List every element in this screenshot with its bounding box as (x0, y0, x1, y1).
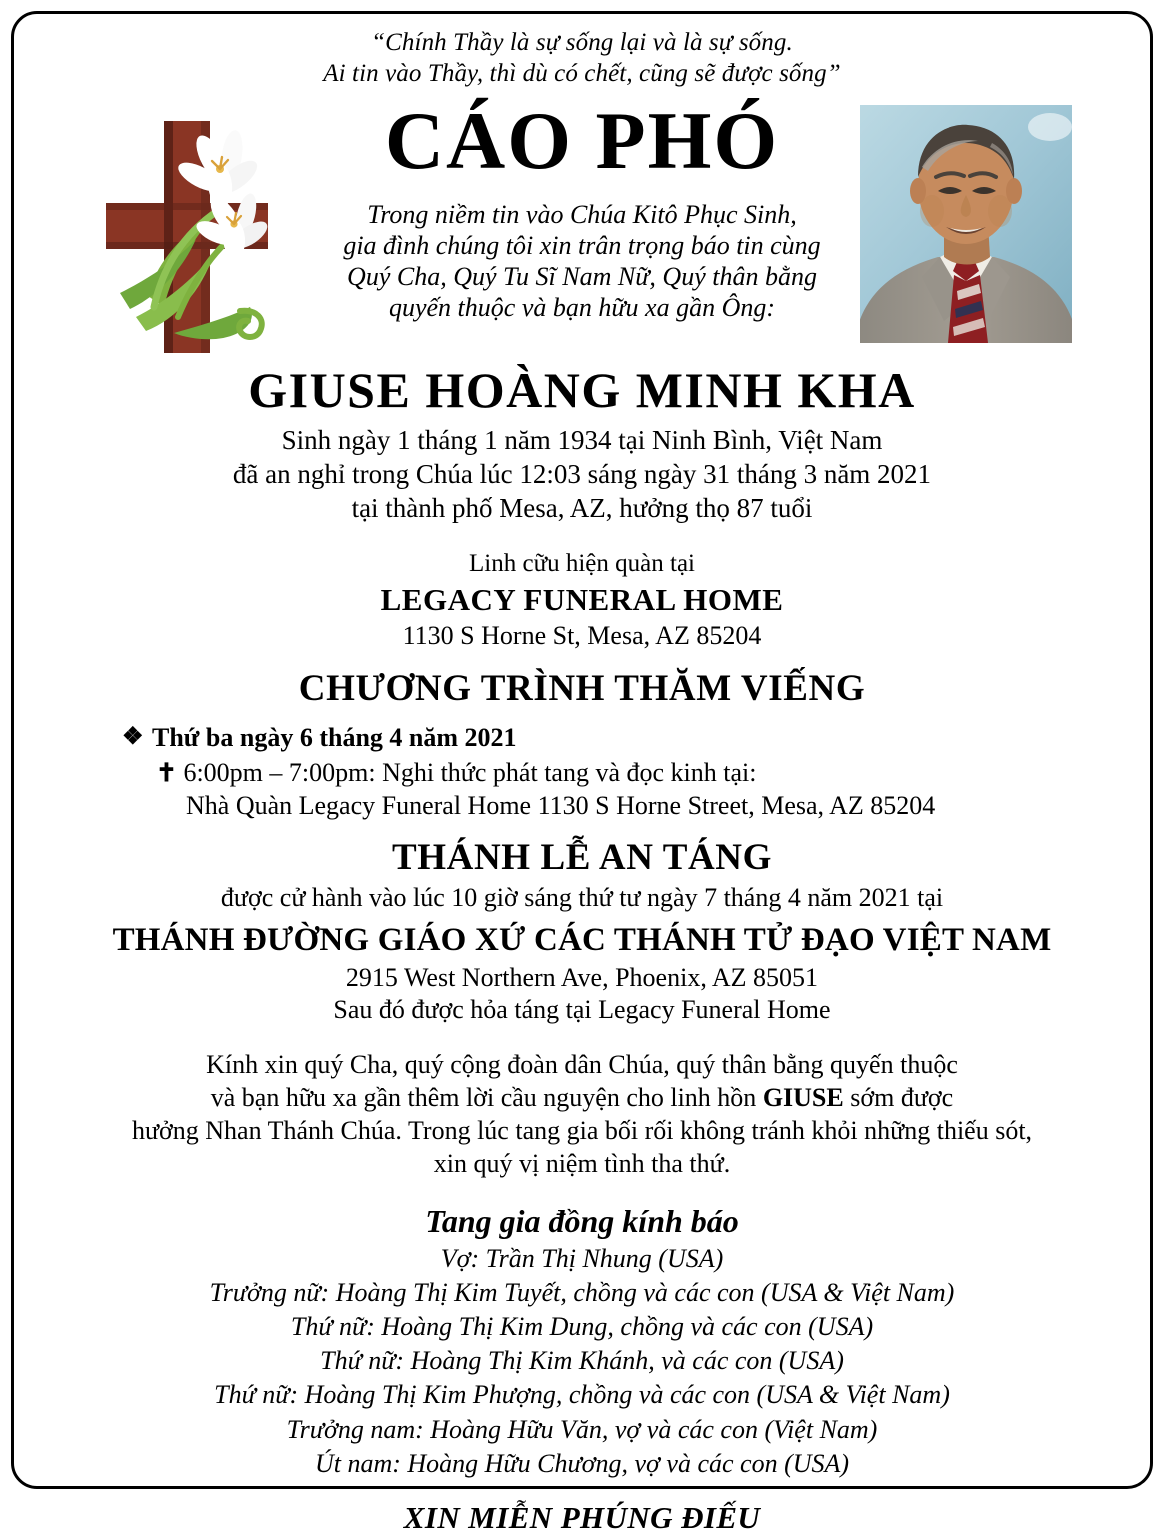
prayer-line-3: hưởng Nhan Thánh Chúa. Trong lúc tang gia bối rối không tránh khỏi những thiếu sót, (131, 1115, 1033, 1145)
death-place-line: tại thành phố Mesa, AZ, hưởng thọ 87 tuổi (351, 493, 813, 524)
deceased-name: GIUSE HOÀNG MINH KHA (248, 362, 916, 418)
scripture-epigraph (34, 0, 1130, 89)
family-member: Út nam: Hoàng Hữu Chương, vợ và các con (USA) (314, 1448, 850, 1478)
church-name: THÁNH ĐƯỜNG GIÁO XỨ CÁC THÁNH TỬ ĐẠO VIỆT NAM (112, 922, 1052, 959)
cremation-note: Sau đó được hỏa táng tại Legacy Funeral Home (333, 995, 831, 1025)
family-heading: Tang gia đồng kính báo (425, 1202, 739, 1239)
intro-line-3: Quý Cha, Quý Tu Sĩ Nam Nữ, Quý thân bằng (347, 262, 817, 291)
hero-section (34, 97, 1130, 359)
portrait-photo (860, 105, 1072, 343)
church-address: 2915 West Northern Ave, Phoenix, AZ 85051 (345, 963, 819, 993)
cross-bullet-icon: ✝ (156, 759, 177, 787)
prayer-soul-name: GIUSE (762, 1082, 844, 1112)
cross-with-lilies-icon (90, 111, 278, 359)
intro-line-4: quyến thuộc và bạn hữu xa gần Ông: (388, 293, 776, 323)
family-member: Vợ: Trần Thị Nhung (USA) (440, 1244, 724, 1274)
death-line: đã an nghỉ trong Chúa lúc 12:03 sáng ngày 31 tháng 3 năm 2021 (232, 459, 932, 490)
visitation-time-row (156, 757, 1130, 789)
visitation-heading: CHƯƠNG TRÌNH THĂM VIẾNG (298, 667, 866, 709)
family-list (34, 1242, 1130, 1480)
funeral-home-name: LEGACY FUNERAL HOME (380, 582, 784, 618)
family-member: Thứ nữ: Hoàng Thị Kim Phượng, chồng và các con (USA & Việt Nam) (214, 1380, 950, 1410)
visitation-schedule (34, 722, 1130, 821)
prayer-line-2a: và bạn hữu xa gần thêm lời cầu nguyện cho linh hồn (210, 1082, 763, 1112)
prayer-request (34, 1048, 1130, 1180)
intro-line-1: Trong niềm tin vào Chúa Kitô Phục Sinh, (367, 199, 797, 229)
mass-heading: THÁNH LỄ AN TÁNG (391, 836, 772, 878)
epigraph-line-2: Ai tin vào Thầy, thì dù có chết, cũng sẽ được sống” (323, 59, 841, 87)
mass-time: được cử hành vào lúc 10 giờ sáng thứ tư ngày 7 tháng 4 năm 2021 tại (220, 883, 944, 913)
visitation-date-row (122, 722, 1130, 753)
page-title: CÁO PHÓ (384, 95, 780, 186)
visitation-date: Thứ ba ngày 6 tháng 4 năm 2021 (152, 723, 517, 753)
title-block (282, 97, 882, 323)
prayer-line-4: xin quý vị niệm tình tha thứ. (433, 1148, 731, 1178)
prayer-line-2 (34, 1081, 1130, 1114)
funeral-home-address: 1130 S Horne St, Mesa, AZ 85204 (402, 620, 762, 650)
family-member: Thứ nữ: Hoàng Thị Kim Dung, chồng và các con (USA) (290, 1312, 874, 1342)
no-flowers-notice: XIN MIỄN PHÚNG ĐIẾU (403, 1499, 761, 1535)
intro-line-2: gia đình chúng tôi xin trân trọng báo tin cùng (343, 230, 821, 260)
family-member: Trưởng nam: Hoàng Hữu Văn, vợ và các con (Việt Nam) (286, 1414, 878, 1444)
epigraph-line-1: “Chính Thầy là sự sống lại và là sự sống. (371, 29, 793, 56)
birth-line: Sinh ngày 1 tháng 1 năm 1934 tại Ninh Bình, Việt Nam (281, 425, 883, 455)
repose-label: Linh cữu hiện quàn tại (469, 550, 695, 578)
lifespan-details (34, 423, 1130, 525)
prayer-line-2c: sớm được (843, 1082, 954, 1112)
family-member: Thứ nữ: Hoàng Thị Kim Khánh, và các con (USA) (320, 1346, 844, 1376)
diamond-bullet-icon: ❖ (122, 724, 144, 751)
visitation-time: 6:00pm – 7:00pm: Nghi thức phát tang và đọc kinh tại: (183, 757, 757, 787)
prayer-line-1: Kính xin quý Cha, quý cộng đoàn dân Chúa, quý thân bằng quyến thuộc (206, 1049, 958, 1079)
visitation-location: Nhà Quàn Legacy Funeral Home 1130 S Horne Street, Mesa, AZ 85204 (186, 790, 936, 820)
family-member: Trưởng nữ: Hoàng Thị Kim Tuyết, chồng và các con (USA & Việt Nam) (209, 1278, 955, 1308)
intro-text (282, 199, 882, 324)
